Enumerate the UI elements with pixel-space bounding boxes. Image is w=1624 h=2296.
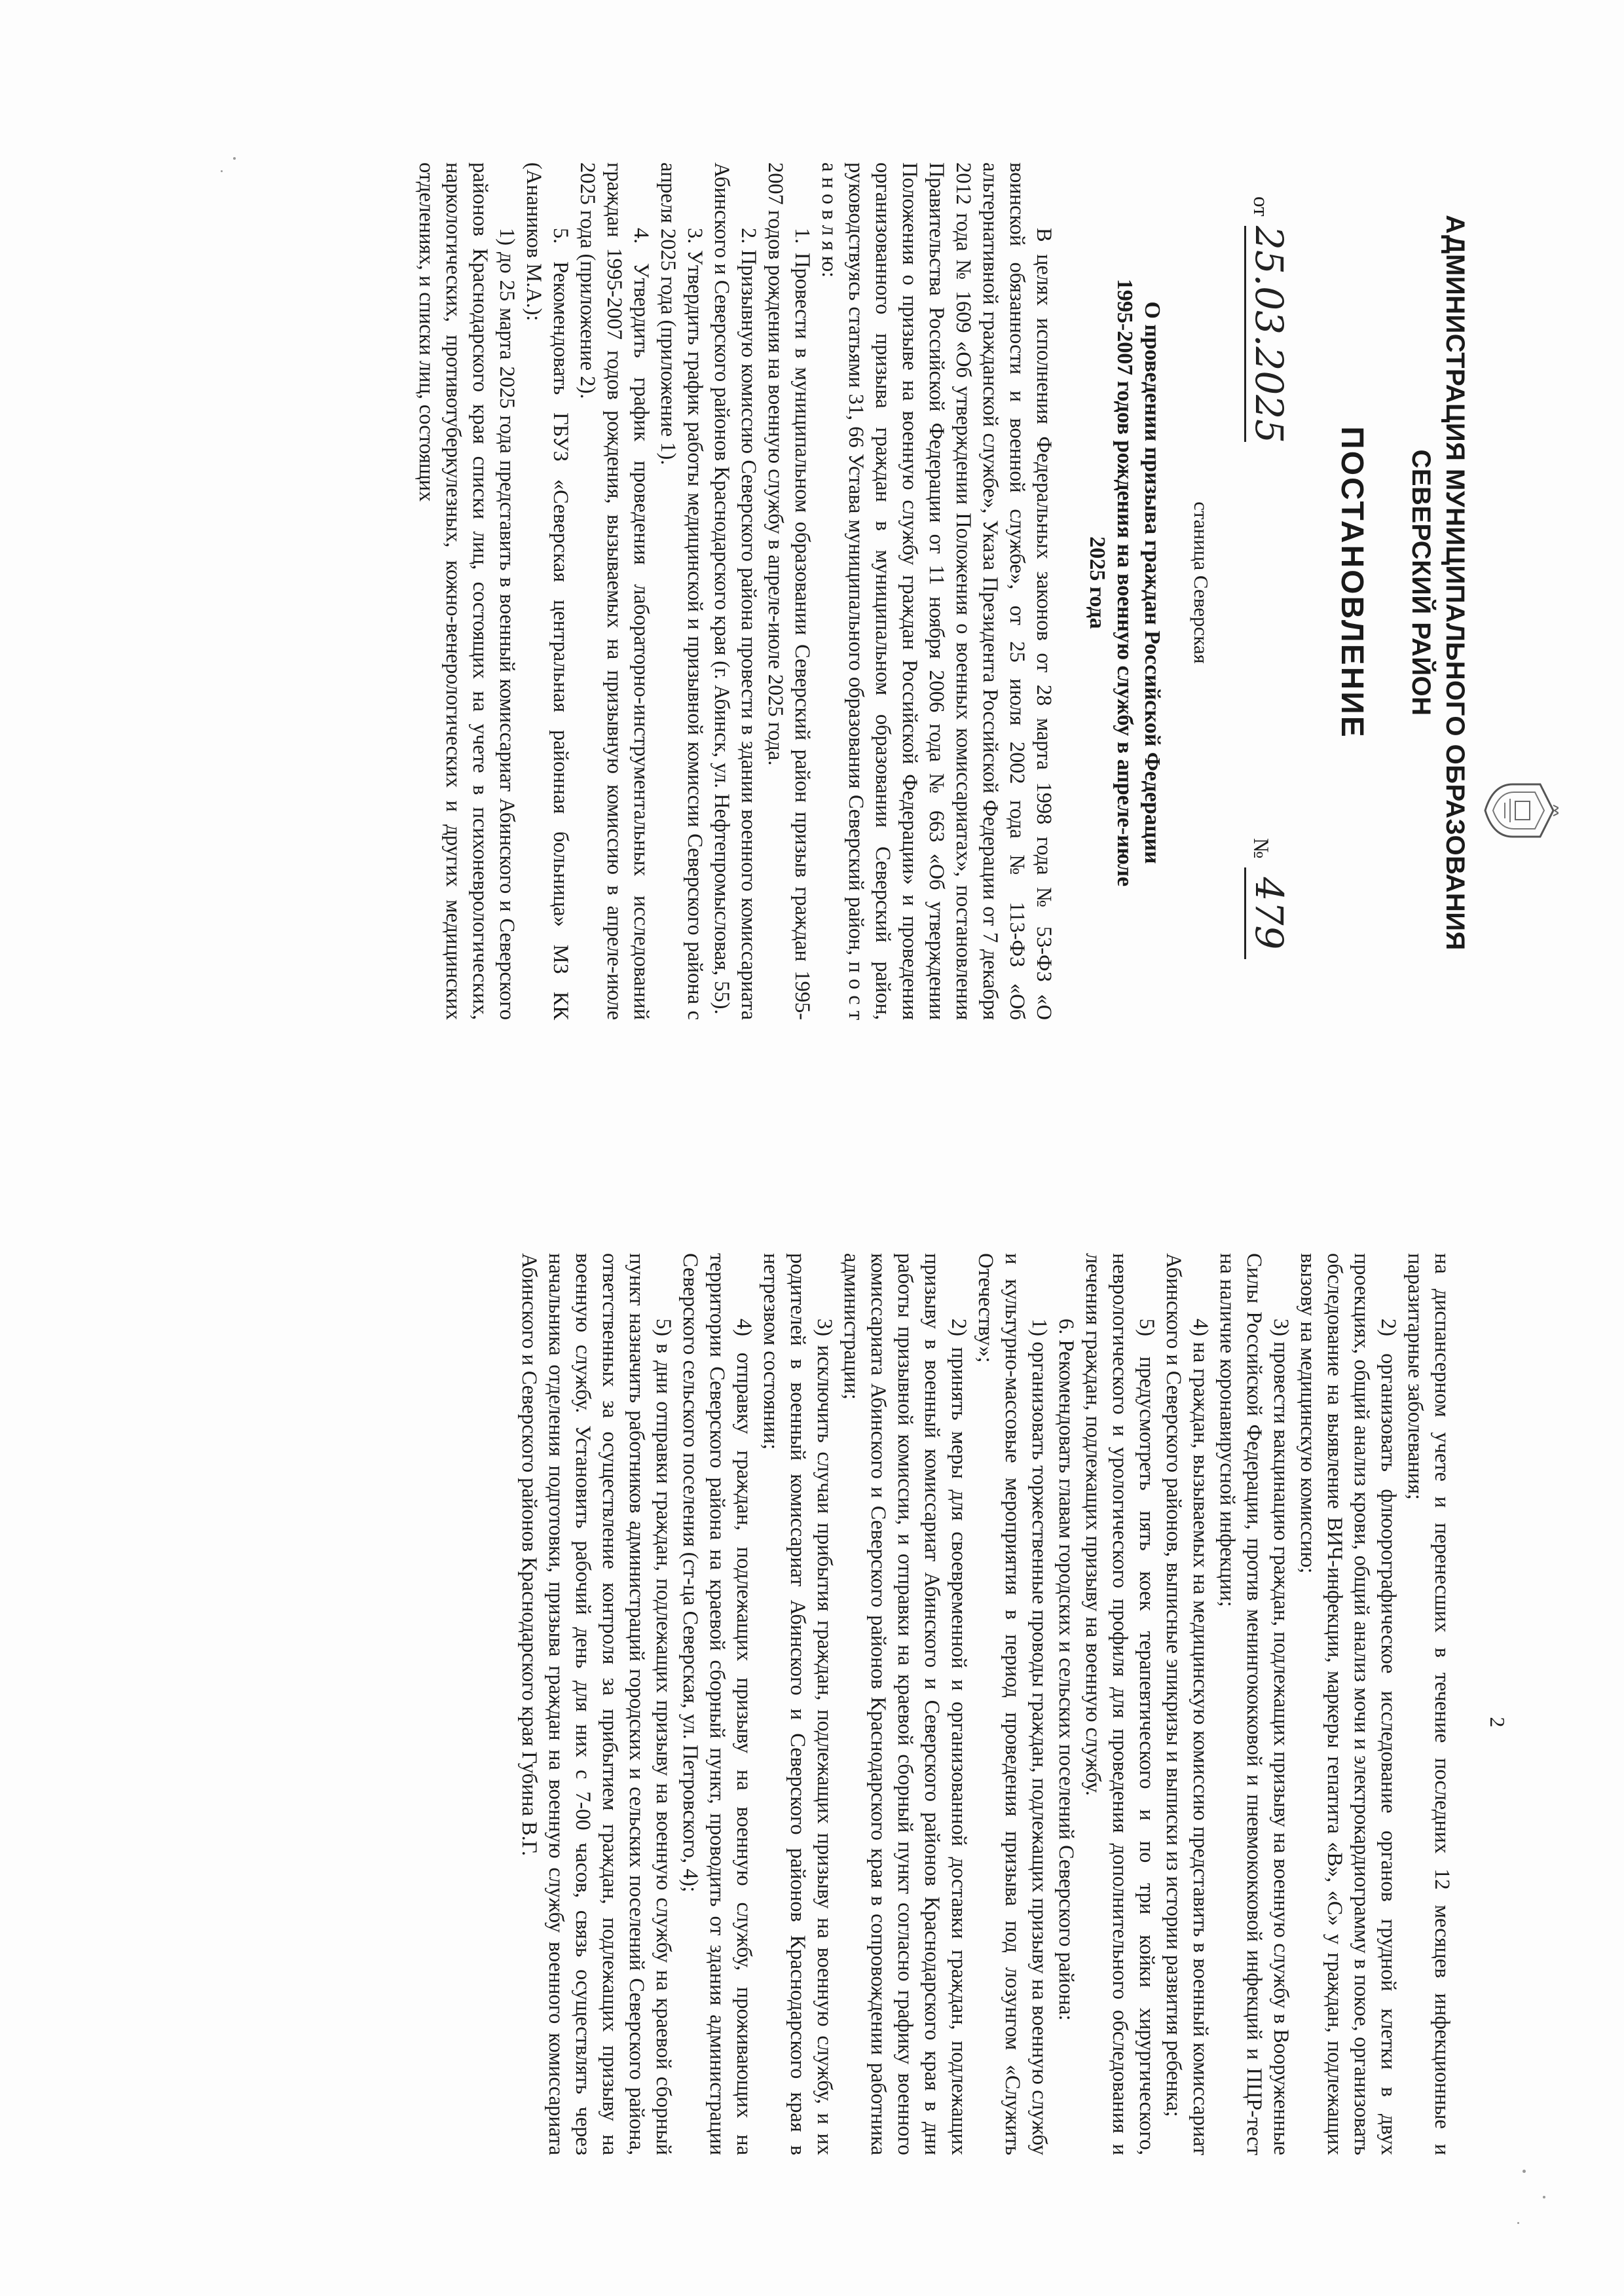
document-number: 479	[1244, 867, 1292, 959]
scan-speck	[233, 157, 236, 160]
paragraph: 4) на граждан, вызываемых на медицинскую комиссию представить в военный комиссариат Абинского и Северского районов, выписные эпикризы и выписки из истории развития ребенка;	[1162, 1253, 1212, 2155]
paragraph: 2. Призывную комиссию Северского района провести в здании военного комиссариата Абинского и Северского районов Краснодарского края (г. Абинск, ул. Нефтепромысловая, 55).	[710, 162, 760, 1020]
scan-speck	[1543, 2196, 1545, 2198]
paragraph: 4) отправку граждан, подлежащих призыву на военную службу, проживающих на территории Северского района на краевой сборный пункт, проводить от здания администрации Северского сельского поселения (ст-ца Северская, ул. Петровского, 4);	[678, 1253, 756, 2155]
organization-name-line2: СЕВЕРСКИЙ РАЙОН	[1407, 449, 1435, 716]
paragraph: 5) предусмотреть пять коек терапевтического и по три койки хирургического, неврологического и урологического профиля для проведения дополнительного обследования и лечения граждан, подлежащих призыву на военную службу.	[1081, 1253, 1158, 2155]
paragraph: на диспансерном учете и перенесших в течение последних 12 месяцев инфекционные и паразитарные заболевания;	[1403, 1253, 1454, 2155]
title-line: 2025 года	[1085, 536, 1109, 629]
page1-body	[413, 162, 1057, 1020]
paragraph: 5. Рекомендовать ГБУЗ «Северская центральная районная больница» МЗ КК (Анаников М.А.):	[522, 162, 572, 1020]
document-type-heading: ПОСТАНОВЛЕНИЕ	[1335, 426, 1369, 739]
paragraph: 1. Провести в муниципальном образовании Северский район призыв граждан 1995-2007 годов рождения на военную службу в апреле-июле 2025 года.	[764, 162, 814, 1020]
page-2	[0, 1148, 1624, 2296]
scan-speck	[1517, 2222, 1519, 2224]
document-date: 25.03.2025	[1244, 226, 1292, 442]
page2-body	[515, 1253, 1455, 2155]
paragraph: 6. Рекомендовать главам городских и сельских поселений Северского района:	[1054, 1319, 1078, 2021]
date-prefix: от	[1249, 196, 1272, 217]
paragraph: 5) в дни отправки граждан, подлежащих призыву на военную службу на краевой сборный пункт назначить работников администраций городских и сельских поселений Северского района, ответственных за осуществление контроля за прибытием граждан, подлежащих призыву на военную службу. Установить рабочий день для них с 7-00 часов, связь осуществлять через начальника отделения подготовки, призыва граждан на военную службу военного комиссариата Абинского и Северского районов Краснодарского края Губина В.Г.	[517, 1253, 675, 2155]
paragraph: 2) принять меры для своевременной и организованной доставки граждан, подлежащих призыву в военный комиссариат Абинского и Северского районов Краснодарского края в дни работы призывной комиссии, и отправки на краевой сборный пункт согласно графику военного комиссариата Абинского и Северского районов Краснодарского края в сопровождении работника администрации;	[840, 1253, 970, 2155]
paragraph: 3) провести вакцинацию граждан, подлежащих призыву на военную службу в Вооруженные Силы Российской Федерации, против менингококковой и пневмококковой инфекций и ПЦР-тест на наличие коронавирусной инфекции;	[1215, 1253, 1293, 2155]
paragraph: 1) до 25 марта 2025 года представить в военный комиссариат Абинского и Северского районов Краснодарского края списки лиц, состоящих на учете в психоневрологических, наркологических, противотуберкулезных, кожно-венерологических и других медицинских отделениях, и списки лиц, состоящих	[415, 162, 519, 1020]
paragraph: 2) организовать флюорографическое исследование органов грудной клетки в двух проекциях, общий анализ крови, общий анализ мочи и электрокардиограмму в покое, организовать обследование на выявление ВИЧ-инфекции, маркеры гепатита «В», «С» у граждан, подлежащих вызову на медицинскую комиссию;	[1296, 1253, 1400, 2155]
number-prefix: №	[1249, 838, 1272, 859]
paragraph: 1) организовать торжественные проводы граждан, подлежащих призыву на военную службу и культурно-массовые мероприятия в период проведения призыва под лозунгом «Служить Отечеству»;	[974, 1253, 1051, 2155]
document-title	[1083, 249, 1166, 917]
scan-speck	[1522, 2170, 1526, 2173]
paragraph: 3. Утвердить график работы медицинской и призывной комиссии Северского района с апреля 2025 года (приложение 1).	[656, 162, 707, 1020]
organization-name-line1: АДМИНИСТРАЦИЯ МУНИЦИПАЛЬНОГО ОБРАЗОВАНИЯ	[1441, 215, 1469, 951]
coat-of-arms-icon	[1481, 779, 1559, 842]
paragraph: В целях исполнения Федеральных законов от 28 марта 1998 года № 53-ФЗ «О воинской обязанности и военной службе», от 25 июля 2002 года № 113-ФЗ «Об альтернативной гражданской службе», Указа Президента Российской Федерации от 7 декабря 2012 года № 1609 «Об утверждении Положения о военных комиссариатах», постановления Правительства Российской Федерации от 11 ноября 2006 года № 663 «Об утверждении Положения о призыве на военную службу граждан Российской Федерации» и проведения организованного призыва граждан в муниципальном образовании Северский район, руководствуясь статьями 31, 66 Устава муниципального образования Северский район, п о с т а н о в л я ю:	[817, 162, 1056, 1020]
scan-speck	[221, 170, 223, 172]
paragraph: 4. Утвердить график проведения лабораторно-инструментальных исследований граждан 1995-2007 годов рождения, вызываемых на призывную комиссию в апреле-июле 2025 года (приложение 2).	[576, 162, 653, 1020]
paragraph: 3) исключить случаи прибытия граждан, подлежащих призыву на военную службу, и их родителей в военный комиссариат Абинского и Северского районов Краснодарского края в нетрезвом состоянии;	[759, 1253, 836, 2155]
page-number: 2	[1486, 1717, 1509, 1728]
title-line: О проведении призыва граждан Российской Федерации	[1140, 301, 1164, 864]
place-of-issue: станица Северская	[1190, 501, 1213, 664]
date-number-row	[1244, 131, 1297, 1034]
title-line: 1995-2007 годов рождения на военную службу в апреле-июле	[1113, 278, 1137, 887]
